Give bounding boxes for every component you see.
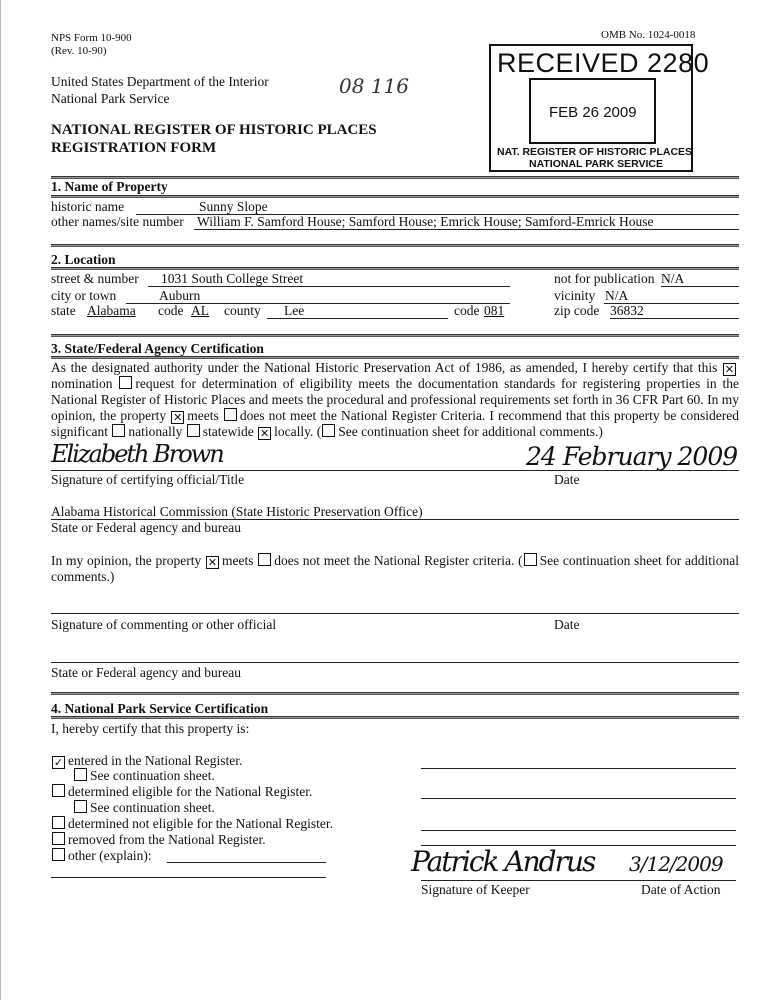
state-value: Alabama: [87, 303, 136, 318]
street-value: 1031 South College Street: [161, 271, 304, 286]
continuation-checkbox[interactable]: [74, 768, 87, 781]
comment-signature-label: Signature of commenting or other official: [51, 617, 277, 632]
text: locally.: [274, 424, 314, 439]
text: See continuation sheet.: [90, 768, 215, 783]
city-label: city or town: [51, 288, 117, 303]
request-checkbox[interactable]: [119, 376, 132, 389]
other-checkbox[interactable]: [52, 848, 65, 861]
historic-name-value: Sunny Slope: [199, 199, 268, 214]
section-3-heading: 3. State/Federal Agency Certification: [51, 341, 264, 356]
state-code-label: code: [158, 303, 184, 318]
nfp-label: not for publication: [554, 271, 655, 286]
divider: [51, 356, 739, 359]
opinion-not-meet-checkbox[interactable]: [258, 553, 271, 566]
divider: [51, 195, 739, 198]
nationally-checkbox[interactable]: [112, 424, 125, 437]
vicinity-label: vicinity: [554, 288, 596, 303]
text: entered in the National Register.: [68, 753, 243, 768]
other-names-value: William F. Samford House; Samford House; Emrick House; Samford-Emrick House: [197, 214, 654, 229]
entered-checkbox[interactable]: ✓: [53, 756, 64, 769]
stamp-line2: NATIONAL PARK SERVICE: [529, 158, 663, 170]
opinion-meets-checkbox[interactable]: ✕: [207, 556, 218, 569]
county-value: Lee: [284, 303, 305, 318]
agency-value: Alabama Historical Commission (State Historic Preservation Office): [51, 504, 423, 519]
meets-checkbox[interactable]: ✕: [173, 411, 183, 424]
agency: National Park Service: [51, 91, 170, 106]
agency-label: State or Federal agency and bureau: [51, 520, 242, 535]
nps-intro: I, hereby certify that this property is:: [51, 721, 250, 736]
form-number: NPS Form 10-900: [51, 32, 132, 44]
text: In my opinion, the property: [51, 553, 202, 568]
text: request for determination of eligibility meets the documentation standards for registering properties in the National Register of Historic Places and meets the procedural and professional requirements set forth in 36 CFR Part 60. In my opinion, the property: [51, 376, 739, 423]
certifying-signature: Elizabeth Brown: [51, 440, 223, 468]
nps-item: [51, 848, 152, 864]
divider: [51, 244, 739, 247]
form-revision: (Rev. 10-90): [51, 45, 107, 57]
text: determined eligible for the National Register.: [68, 784, 313, 799]
divider: [51, 334, 739, 337]
text: removed from the National Register.: [68, 832, 266, 847]
nps-item: [51, 832, 266, 848]
opinion-continuation-checkbox[interactable]: [524, 553, 537, 566]
text: meets: [187, 408, 219, 423]
nomination-checkbox[interactable]: ✕: [724, 363, 735, 376]
statewide-checkbox[interactable]: [187, 424, 200, 437]
divider: [51, 716, 739, 719]
text: other (explain):: [68, 848, 152, 863]
text: nomination: [51, 376, 113, 391]
nps-item: [51, 816, 333, 832]
does-not-meet-checkbox[interactable]: [224, 408, 237, 421]
nps-item: [51, 784, 312, 800]
form-title: NATIONAL REGISTER OF HISTORIC PLACES: [51, 122, 377, 138]
stamp-date: FEB 26 2009: [549, 104, 637, 121]
department: United States Department of the Interior: [51, 74, 269, 89]
section-2-heading: 2. Location: [51, 252, 116, 267]
action-date-label: Date of Action: [641, 882, 721, 897]
not-eligible-checkbox[interactable]: [52, 816, 65, 829]
eligible-checkbox[interactable]: [52, 784, 65, 797]
text: See continuation sheet.: [90, 800, 215, 815]
section-4-heading: 4. National Park Service Certification: [51, 701, 269, 716]
nps-item: [73, 768, 215, 784]
zip-label: zip code: [554, 303, 600, 318]
text: meets: [222, 553, 254, 568]
nps-item: [51, 753, 242, 769]
state-code-value: AL: [191, 303, 209, 318]
continuation-checkbox[interactable]: [74, 800, 87, 813]
stamp-line1: NAT. REGISTER OF HISTORIC PLACES: [497, 146, 693, 158]
locally-checkbox[interactable]: ✕: [260, 427, 270, 440]
text: statewide: [202, 424, 254, 439]
certifying-date: 24 February 2009: [526, 442, 738, 471]
certification-paragraph: [51, 360, 739, 440]
date-label: Date: [554, 472, 580, 487]
text: See continuation sheet for additional comments.): [338, 424, 603, 439]
county-code-value: 081: [484, 303, 505, 318]
removed-checkbox[interactable]: [52, 832, 65, 845]
street-label: street & number: [51, 271, 139, 286]
text: does not meet the National Register Criteria. I recommend that this property be considered significant: [51, 408, 740, 439]
state-label: state: [51, 303, 76, 318]
historic-name-label: historic name: [51, 199, 125, 214]
text: (: [316, 424, 322, 439]
text: nationally: [128, 424, 183, 439]
handwritten-reference: 08 116: [339, 74, 409, 98]
section-1-heading: 1. Name of Property: [51, 179, 168, 194]
comment-date-label: Date: [554, 617, 580, 632]
keeper-label: Signature of Keeper: [421, 882, 530, 897]
form-subtitle: REGISTRATION FORM: [51, 140, 217, 156]
zip-value: 36832: [610, 303, 644, 318]
text: As the designated authority under the National Historic Preservation Act of 1986, as amended, I hereby certify that this: [51, 360, 718, 375]
nps-item: [73, 800, 215, 816]
agency2-label: State or Federal agency and bureau: [51, 665, 242, 680]
other-names-label: other names/site number: [51, 214, 184, 229]
opinion-paragraph: [51, 553, 739, 585]
county-code-label: code: [454, 303, 480, 318]
continuation-checkbox[interactable]: [322, 424, 335, 437]
action-date: 3/12/2009: [629, 852, 723, 876]
divider: [51, 267, 739, 270]
city-value: Auburn: [159, 288, 201, 303]
vicinity-value: N/A: [605, 288, 629, 303]
text: determined not eligible for the National Register.: [68, 816, 334, 831]
text: does not meet the National Register criteria. (: [274, 553, 523, 568]
received-stamp: [489, 44, 710, 172]
divider: [51, 692, 739, 695]
county-label: county: [224, 303, 261, 318]
nfp-value: N/A: [661, 271, 685, 286]
signature-label: Signature of certifying official/Title: [51, 472, 245, 487]
text: See continuation sheet for additional comments.): [51, 553, 739, 584]
stamp-received: RECEIVED 2280: [497, 48, 710, 78]
keeper-signature: Patrick Andrus: [411, 845, 595, 878]
omb-number: OMB No. 1024-0018: [601, 29, 696, 41]
